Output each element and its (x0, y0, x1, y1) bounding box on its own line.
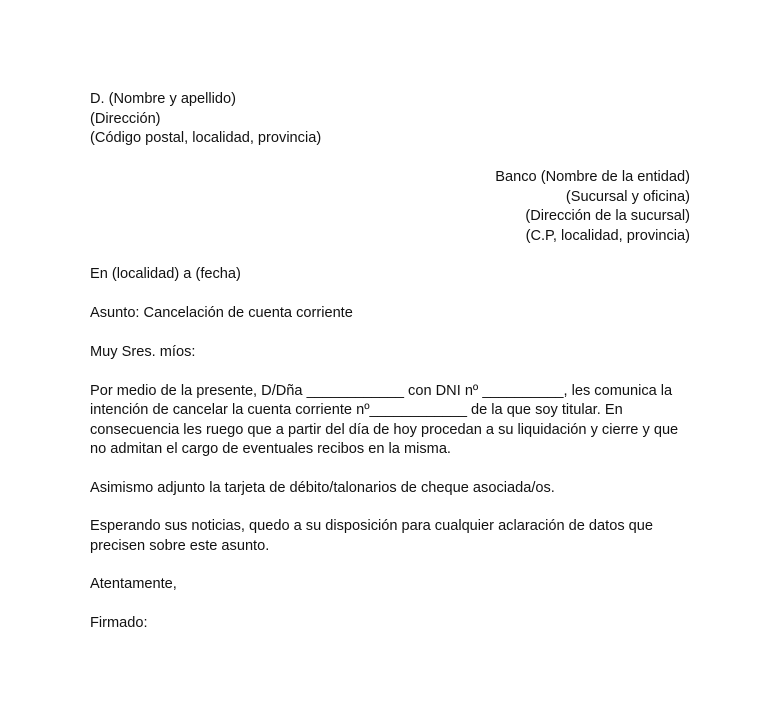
recipient-postal: (C.P, localidad, provincia) (525, 227, 690, 244)
signature-label: Firmado: (90, 615, 148, 631)
greeting: Muy Sres. míos: (90, 344, 196, 360)
body-paragraph-1-line-1: Por medio de la presente, D/Dña ____________ con DNI nº __________, les comunica la (90, 382, 673, 399)
sender-name: D. (Nombre y apellido) (90, 91, 236, 107)
place-date: En (localidad) a (fecha) (90, 266, 241, 282)
body-paragraph-1-line-3: consecuencia les ruego que a partir del día de hoy procedan a su liquidación y cierre y que (90, 421, 679, 438)
recipient-branch-address: (Dirección de la sucursal) (525, 208, 690, 224)
body-paragraph-3-line-2: precisen sobre este asunto. (90, 537, 270, 554)
body-paragraph-3-line-1: Esperando sus noticias, quedo a su disposición para cualquier aclaración de datos que (90, 518, 654, 534)
closing: Atentamente, (90, 576, 177, 592)
body-paragraph-2: Asimismo adjunto la tarjeta de débito/talonarios de cheque asociada/os. (90, 479, 555, 496)
recipient-bank: Banco (Nombre de la entidad) (495, 169, 690, 185)
sender-postal: (Código postal, localidad, provincia) (90, 130, 322, 146)
body-paragraph-1-line-4: no admitan el cargo de eventuales recibos en la misma. (90, 441, 451, 457)
sender-address: (Dirección) (90, 110, 161, 127)
body-paragraph-1-line-2: intención de cancelar la cuenta corriente nº____________ de la que soy titular. En (90, 402, 623, 418)
recipient-branch: (Sucursal y oficina) (565, 188, 690, 205)
subject-line: Asunto: Cancelación de cuenta corriente (90, 305, 353, 321)
